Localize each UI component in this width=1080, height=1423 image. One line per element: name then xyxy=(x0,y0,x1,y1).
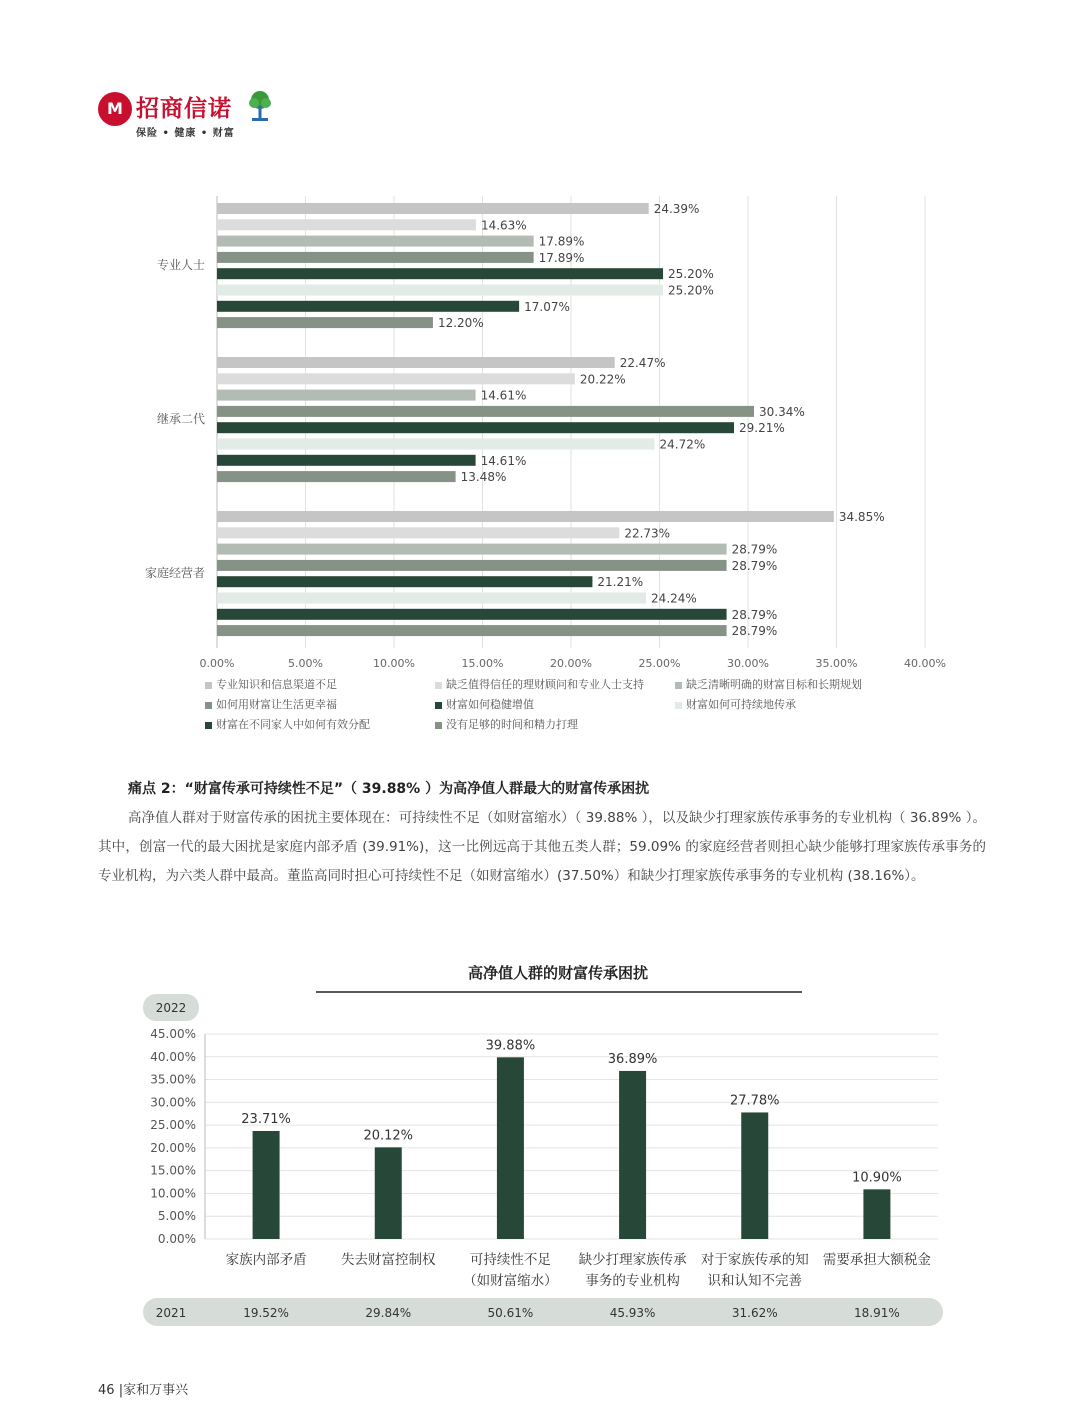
data-label: 24.72% xyxy=(659,437,706,452)
category-label: 需要承担大额税金 xyxy=(822,1252,931,1268)
footer-section-name: 家和万事兴 xyxy=(123,1383,189,1398)
x-tick-label: 0.00% xyxy=(199,657,235,670)
data-label: 22.73% xyxy=(624,526,671,541)
bar xyxy=(217,593,646,604)
legend-label: 如何用财富让生活更幸福 xyxy=(216,698,337,711)
data-label: 28.79% xyxy=(731,607,778,622)
table-cell: 50.61% xyxy=(487,1306,534,1320)
category-label: 缺少打理家族传承 xyxy=(578,1252,687,1268)
y-tick-label: 45.00% xyxy=(150,1027,196,1041)
x-tick-label: 10.00% xyxy=(373,657,415,670)
data-label: 14.61% xyxy=(480,388,527,403)
y-tick-label: 5.00% xyxy=(157,1209,196,1224)
bar xyxy=(217,373,575,384)
category-label: 可持续性不足 xyxy=(469,1252,551,1268)
y-tick-label: 30.00% xyxy=(150,1095,196,1110)
y-tick-label: 10.00% xyxy=(150,1186,196,1201)
category-label: 失去财富控制权 xyxy=(341,1252,436,1268)
bar xyxy=(217,544,727,555)
bar xyxy=(217,219,476,230)
bar xyxy=(217,252,534,263)
y-tick-label: 0.00% xyxy=(157,1232,196,1246)
legend-item xyxy=(205,716,370,732)
data-label: 20.22% xyxy=(579,372,626,387)
table-cell: 19.52% xyxy=(243,1306,289,1320)
bar xyxy=(217,406,754,417)
group-label: 继承二代 xyxy=(156,412,205,427)
legend-item xyxy=(675,696,796,712)
bar xyxy=(217,471,456,482)
legend-swatch xyxy=(205,702,212,709)
bar xyxy=(217,268,663,279)
data-label: 24.39% xyxy=(653,202,700,216)
group-label: 家庭经营者 xyxy=(144,566,205,581)
x-tick-label: 40.00% xyxy=(904,657,946,670)
legend-item xyxy=(205,676,337,692)
legend-swatch xyxy=(435,682,442,689)
footer-separator: | xyxy=(118,1383,124,1398)
x-tick-label: 35.00% xyxy=(815,657,858,670)
legend-item xyxy=(435,676,644,692)
bar xyxy=(217,357,615,368)
data-label: 10.90% xyxy=(852,1170,902,1186)
data-label: 28.79% xyxy=(731,558,778,573)
data-label: 24.24% xyxy=(651,591,697,606)
x-tick-label: 20.00% xyxy=(550,657,592,670)
vertical-bar-chart xyxy=(0,950,1080,1335)
bar xyxy=(217,576,592,587)
data-label: 14.63% xyxy=(480,218,527,233)
bar xyxy=(217,609,727,620)
legend-label: 财富如何可持续地传承 xyxy=(686,698,796,711)
chart-title: 高净值人群的财富传承困扰 xyxy=(467,964,649,982)
legend-label: 缺乏清晰明确的财富目标和长期规划 xyxy=(686,678,862,691)
horizontal-bar-chart xyxy=(0,180,1080,675)
data-label: 13.48% xyxy=(460,470,507,485)
bar xyxy=(497,1057,524,1239)
data-label: 27.78% xyxy=(729,1093,780,1109)
data-label: 12.20% xyxy=(437,316,484,331)
legend-label: 财富如何稳健增值 xyxy=(446,698,534,711)
bar xyxy=(217,527,619,538)
legend-item xyxy=(675,676,862,692)
data-label: 17.89% xyxy=(538,250,585,265)
legend-item xyxy=(205,696,337,712)
data-label: 17.89% xyxy=(538,234,585,249)
bar xyxy=(217,203,649,214)
bar xyxy=(217,511,834,522)
category-label: 事务的专业机构 xyxy=(585,1273,680,1289)
bar xyxy=(217,439,655,450)
data-label: 28.79% xyxy=(731,624,778,639)
bar xyxy=(217,317,433,328)
data-label: 28.79% xyxy=(731,542,778,557)
bar xyxy=(217,236,534,247)
legend-swatch xyxy=(205,682,212,689)
x-tick-label: 15.00% xyxy=(461,657,504,670)
brand-slogan: 保险 • 健康 • 财富 xyxy=(136,128,235,139)
legend-swatch xyxy=(205,722,212,729)
bar xyxy=(253,1131,280,1239)
data-label: 20.12% xyxy=(363,1128,414,1144)
legend-swatch xyxy=(435,702,442,709)
legend-item xyxy=(435,716,578,732)
data-label: 22.47% xyxy=(619,356,666,370)
y-tick-label: 25.00% xyxy=(150,1118,196,1133)
brand-logo xyxy=(98,90,278,140)
bar xyxy=(217,625,727,636)
data-label: 34.85% xyxy=(838,510,885,524)
series-label: 2022 xyxy=(155,1001,187,1015)
bar xyxy=(741,1112,768,1239)
data-label: 29.21% xyxy=(739,421,785,436)
brand-mark-icon: M xyxy=(98,92,132,126)
legend-item xyxy=(435,696,534,712)
table-cell: 45.93% xyxy=(609,1306,656,1320)
y-tick-label: 15.00% xyxy=(150,1163,196,1178)
bar xyxy=(217,390,476,401)
y-tick-label: 20.00% xyxy=(150,1140,196,1155)
data-label: 30.34% xyxy=(759,404,805,419)
bar xyxy=(375,1147,402,1239)
legend-label: 专业知识和信息渠道不足 xyxy=(216,678,337,691)
bar xyxy=(217,285,663,296)
data-label: 39.88% xyxy=(485,1038,536,1054)
data-label: 25.20% xyxy=(668,283,714,298)
data-label: 25.20% xyxy=(668,267,714,282)
bar xyxy=(217,301,519,312)
group-label: 专业人士 xyxy=(156,258,205,273)
category-label: （如财富缩水） xyxy=(463,1273,558,1289)
legend-swatch xyxy=(675,682,682,689)
bar xyxy=(217,560,727,571)
bar xyxy=(217,422,734,433)
bar xyxy=(217,455,476,466)
x-tick-label: 25.00% xyxy=(638,657,681,670)
legend-label: 没有足够的时间和精力打理 xyxy=(446,718,578,731)
page-number: 46 xyxy=(98,1383,115,1398)
brand-name: 招商信诺 xyxy=(136,96,232,122)
category-label: 对于家族传承的知 xyxy=(700,1252,809,1268)
table-row-label: 2021 xyxy=(155,1306,187,1320)
bar xyxy=(863,1189,890,1239)
y-tick-label: 35.00% xyxy=(150,1072,196,1087)
table-cell: 31.62% xyxy=(731,1306,778,1320)
data-label: 14.61% xyxy=(480,453,527,468)
x-tick-label: 30.00% xyxy=(727,657,769,670)
bar xyxy=(619,1071,646,1239)
section-title: 痛点 2：“财富传承可持续性不足”（ 39.88% ）为高净值人群最大的财富传承困扰 xyxy=(128,781,650,797)
legend-swatch xyxy=(435,722,442,729)
data-label: 17.07% xyxy=(524,299,570,314)
table-cell: 18.91% xyxy=(854,1306,900,1320)
x-tick-label: 5.00% xyxy=(288,657,323,670)
page-footer xyxy=(98,1379,188,1398)
data-label: 23.71% xyxy=(241,1111,291,1127)
section-paragraph: 高净值人群对于财富传承的困扰主要体现在：可持续性不足（如财富缩水）（ 39.88% ），以及缺少打理家族传承事务的专业机构（ 36.89% ）。其中，创富一代的最大困扰是家庭内部矛盾 (39.91%)，这一比例远高于其他五类人群；59.09% 的家庭经营者则担心缺少能够打理家族传承事务的专业机构，为六类人群中最高。董监高同时担心可持续性不足（如财富缩水）(37.50%）和缺少打理家族传承事务的专业机构 (38.16%）。 xyxy=(98,810,986,884)
table-cell: 29.84% xyxy=(365,1306,412,1320)
data-label: 36.89% xyxy=(607,1051,658,1067)
tree-icon xyxy=(248,90,272,124)
data-label: 21.21% xyxy=(597,575,644,590)
y-tick-label: 40.00% xyxy=(150,1049,196,1064)
legend-swatch xyxy=(675,702,682,709)
legend-label: 缺乏值得信任的理财顾问和专业人士支持 xyxy=(446,678,644,691)
category-label: 家族内部矛盾 xyxy=(225,1252,307,1268)
category-label: 识和认知不完善 xyxy=(707,1273,802,1289)
legend-label: 财富在不同家人中如何有效分配 xyxy=(216,718,370,731)
